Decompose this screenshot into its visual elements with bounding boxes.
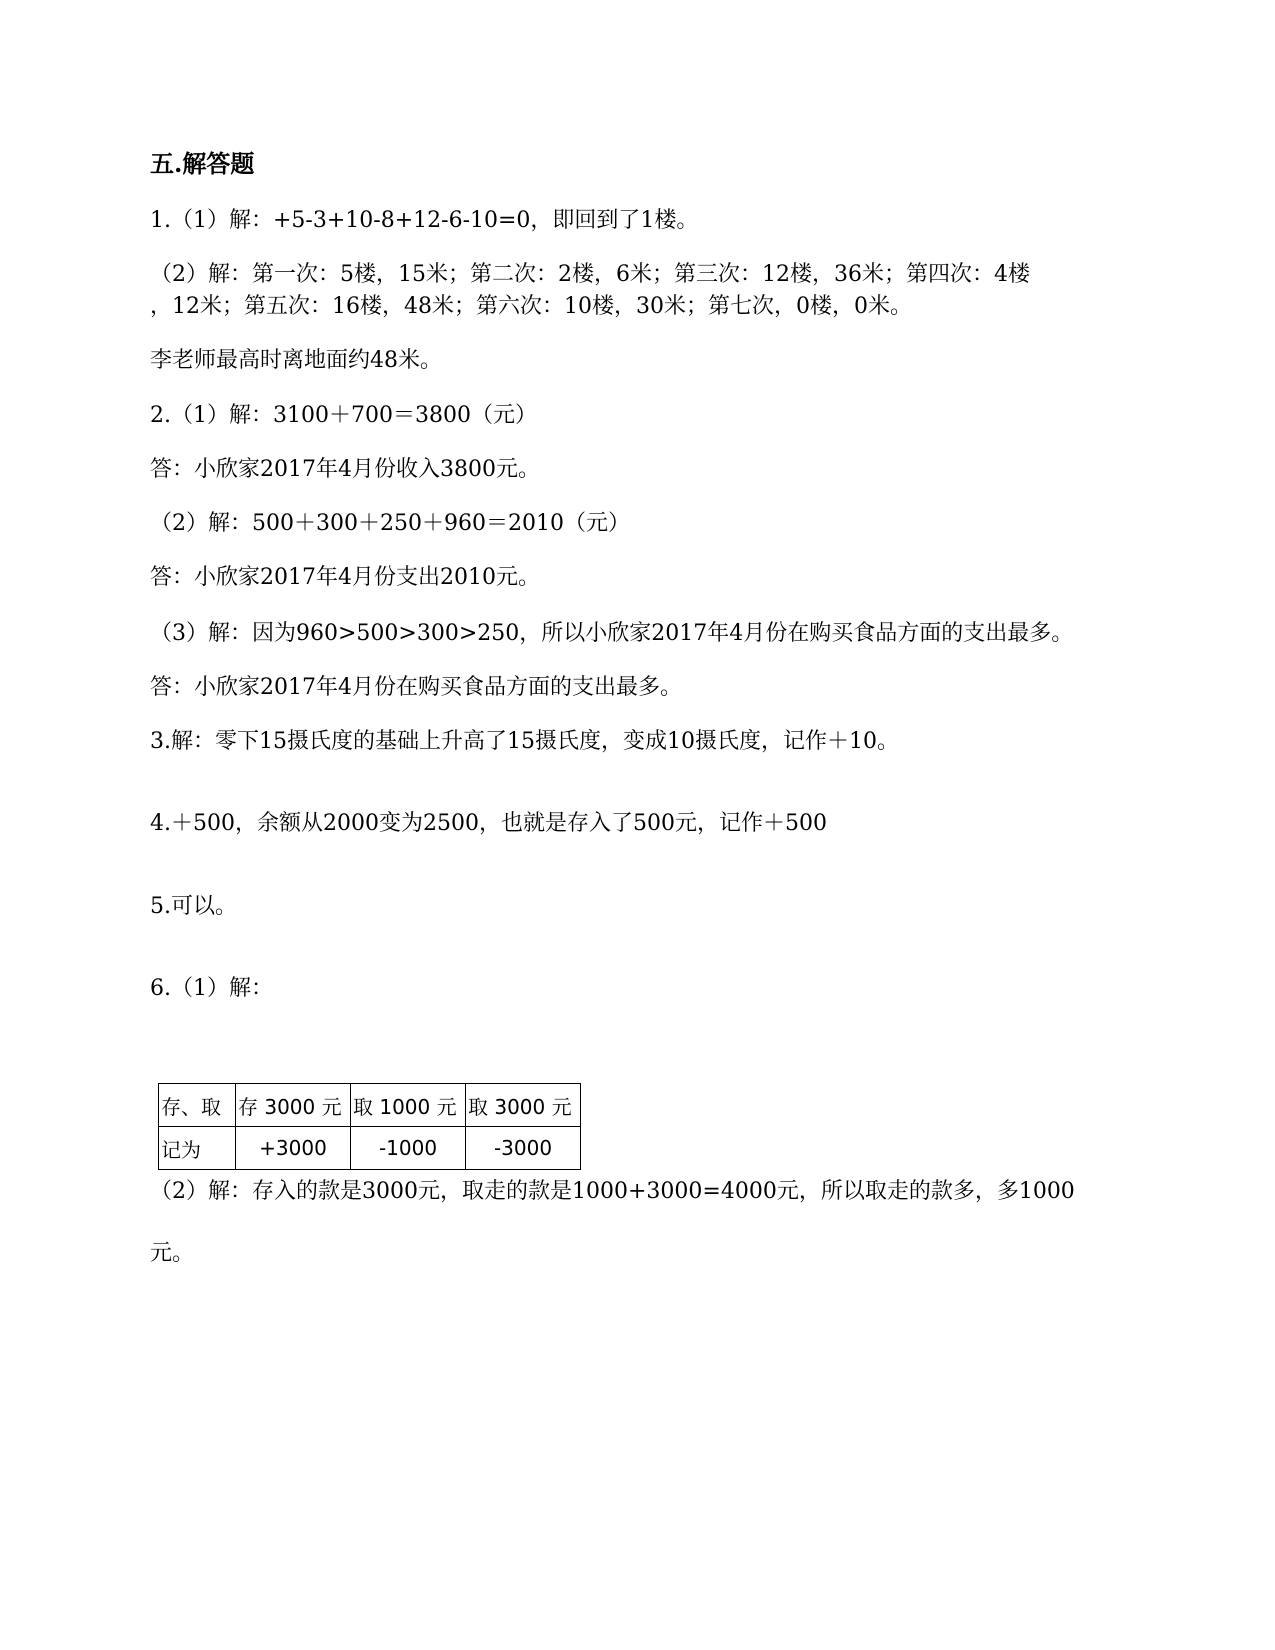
q2-answer3: 答：小欣家2017年4月份在购买食品方面的支出最多。 bbox=[150, 675, 682, 700]
q3-answer: 3.解：零下15摄氏度的基础上升高了15摄氏度，变成10摄氏度，记作＋10。 bbox=[150, 729, 899, 754]
q2-answer1: 答：小欣家2017年4月份收入3800元。 bbox=[150, 457, 540, 482]
table-row bbox=[159, 1127, 581, 1170]
table-row bbox=[159, 1084, 581, 1127]
q2-answer2: 答：小欣家2017年4月份支出2010元。 bbox=[150, 565, 540, 590]
q1-part2-line1: （2）解：第一次：5楼，15米；第二次：2楼，6米；第三次：12楼，36米；第四次：4楼 bbox=[150, 262, 1030, 287]
q2-part2: （2）解：500＋300＋250＋960＝2010（元） bbox=[150, 511, 630, 536]
table-cell: -3000 bbox=[466, 1127, 581, 1170]
table-cell: 存 3000 元 bbox=[236, 1084, 351, 1127]
table-cell: 存、取 bbox=[159, 1084, 236, 1127]
table-cell: -1000 bbox=[351, 1127, 466, 1170]
deposit-withdraw-table bbox=[158, 1083, 581, 1170]
q2-part3: （3）解：因为960>500>300>250，所以小欣家2017年4月份在购买食品方面的支出最多。 bbox=[150, 621, 1074, 646]
q6-part2-line2: 元。 bbox=[150, 1241, 195, 1266]
section-title: 五.解答题 bbox=[150, 149, 255, 178]
q2-part1: 2.（1）解：3100＋700＝3800（元） bbox=[150, 403, 537, 428]
table-cell: +3000 bbox=[236, 1127, 351, 1170]
q1-part1: 1.（1）解：+5-3+10-8+12-6-10=0，即回到了1楼。 bbox=[150, 208, 699, 233]
table-cell: 取 1000 元 bbox=[351, 1084, 466, 1127]
q1-conclusion: 李老师最高时离地面约48米。 bbox=[150, 348, 442, 373]
q6-part1: 6.（1）解： bbox=[150, 976, 273, 1001]
table-cell: 记为 bbox=[159, 1127, 236, 1170]
q1-part2-line2: ，12米；第五次：16楼，48米；第六次：10楼，30米；第七次，0楼，0米。 bbox=[150, 294, 912, 319]
q6-part2-line1: （2）解：存入的款是3000元，取走的款是1000+3000=4000元，所以取走的款多，多1000 bbox=[150, 1179, 1075, 1204]
q5-answer: 5.可以。 bbox=[150, 894, 237, 919]
table-cell: 取 3000 元 bbox=[466, 1084, 581, 1127]
q4-answer: 4.＋500，余额从2000变为2500，也就是存入了500元，记作＋500 bbox=[150, 811, 827, 836]
